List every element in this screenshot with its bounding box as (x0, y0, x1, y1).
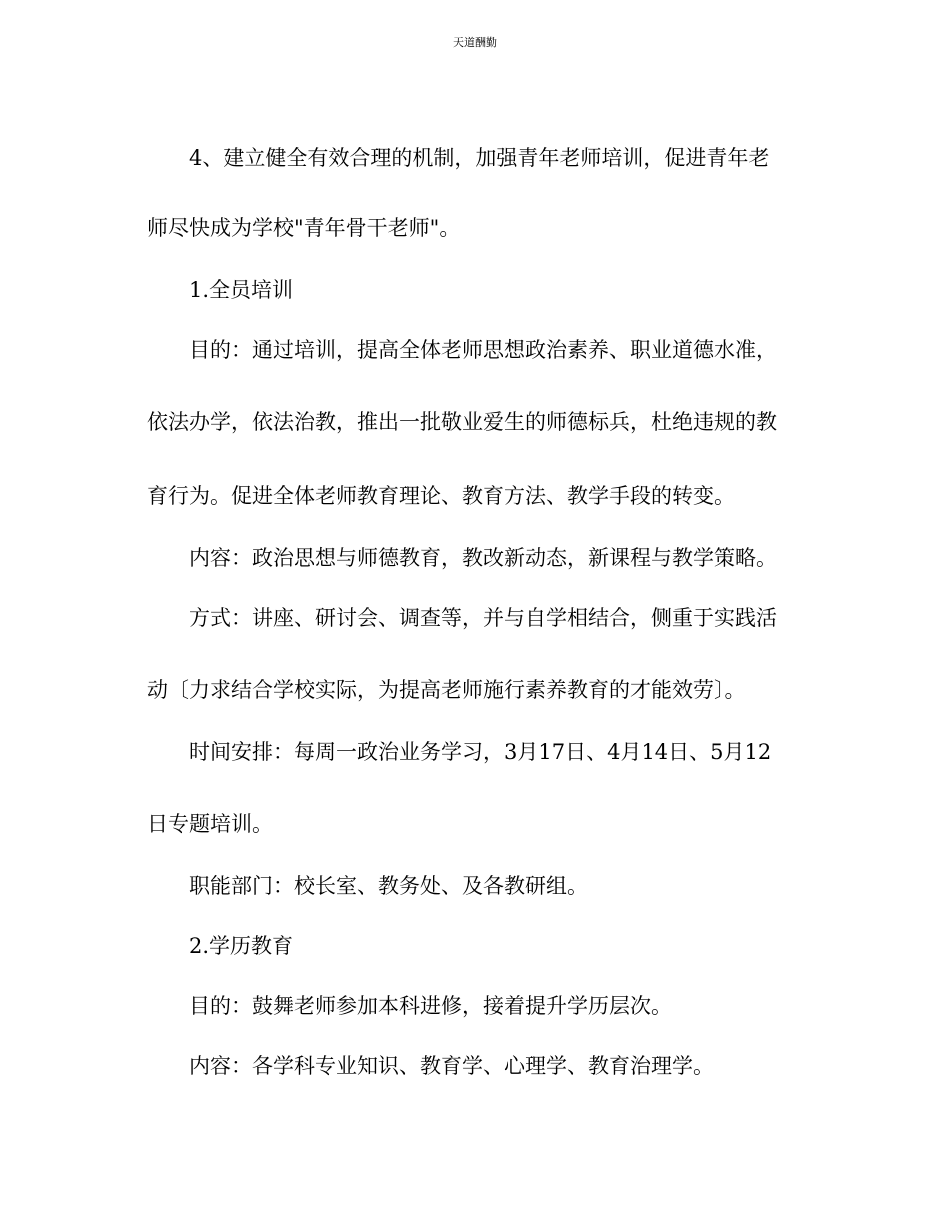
paragraph-line: 目的：通过培训，提高全体老师思想政治素养、职业道德水准， (189, 338, 777, 362)
paragraph-line: 时间安排：每周一政治业务学习，3月17日、4月14日、5月12 (189, 740, 772, 764)
paragraph-line: 内容：各学科专业知识、教育学、心理学、教育治理学。 (189, 1054, 714, 1078)
paragraph-line: 动〔力求结合学校实际，为提高老师施行素养教育的才能效劳〕。 (147, 678, 746, 702)
paragraph-line: 日专题培训。 (147, 812, 273, 836)
paragraph-line: 4、建立健全有效合理的机制，加强青年老师培训，促进青年老 (189, 146, 770, 170)
paragraph-line: 育行为。促进全体老师教育理论、教育方法、教学手段的转变。 (147, 484, 735, 508)
paragraph-line: 方式：讲座、研讨会、调查等，并与自学相结合，侧重于实践活 (189, 606, 777, 630)
paragraph-line: 职能部门：校长室、教务处、及各教研组。 (189, 874, 588, 898)
paragraph-line: 依法办学，依法治教，推出一批敬业爱生的师德标兵，杜绝违规的教 (147, 410, 777, 434)
page-header: 天道酬勤 (453, 36, 497, 49)
section-heading-2: 2.学历教育 (189, 934, 294, 958)
paragraph-line: 目的：鼓舞老师参加本科进修，接着提升学历层次。 (189, 994, 672, 1018)
paragraph-line: 师尽快成为学校"青年骨干老师"。 (147, 216, 461, 240)
paragraph-line: 内容：政治思想与师德教育，教改新动态，新课程与教学策略。 (189, 546, 777, 570)
section-heading-1: 1.全员培训 (189, 278, 294, 302)
